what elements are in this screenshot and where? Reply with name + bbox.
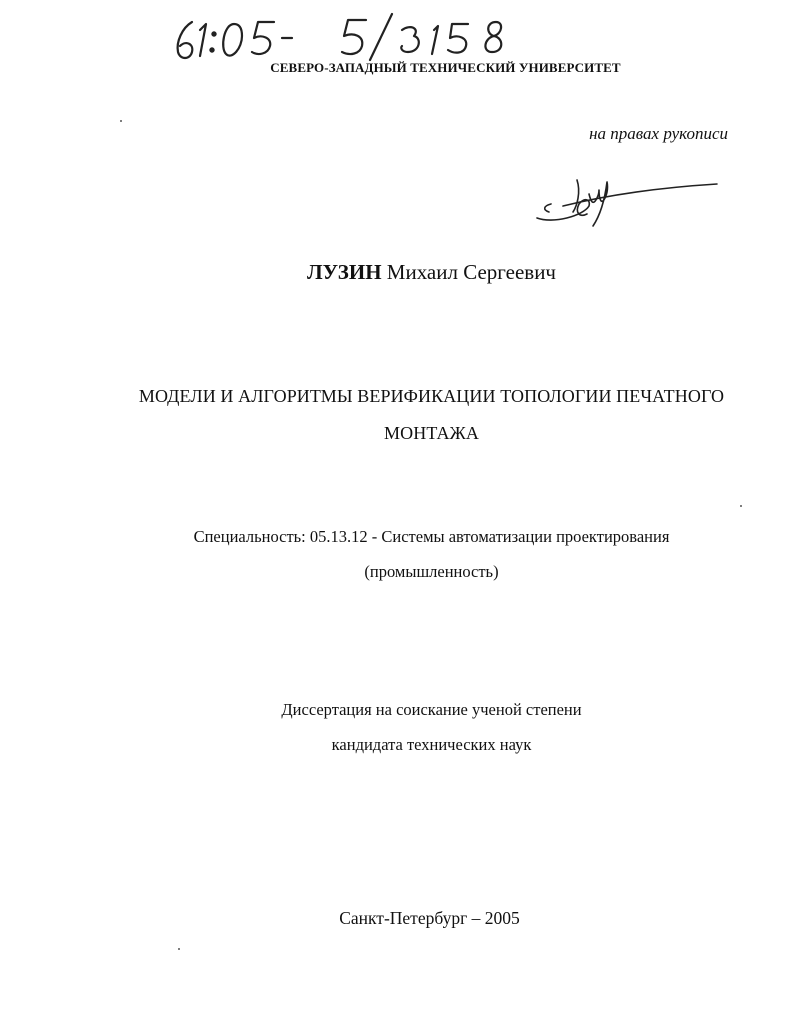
handwritten-catalog-code [170, 8, 530, 64]
title-line-1: МОДЕЛИ И АЛГОРИТМЫ ВЕРИФИКАЦИИ ТОПОЛОГИИ ПЕЧАТНОГО [138, 386, 725, 406]
degree-line-2: кандидата технических наук [331, 735, 532, 754]
degree-line-1: Диссертация на соискание ученой степени [281, 700, 582, 719]
author-given-names: Михаил Сергеевич [386, 260, 556, 284]
scan-speck [120, 120, 122, 122]
specialty-line-1: Специальность: 05.13.12 - Системы автоматизации проектирования [193, 527, 670, 546]
author-surname: ЛУЗИН [307, 260, 382, 284]
place-and-year: Санкт-Петербург – 2005 [339, 908, 520, 928]
rights-note: на правах рукописи [589, 124, 728, 143]
signature [533, 168, 723, 232]
scan-speck [178, 948, 180, 950]
university-name: СЕВЕРО-ЗАПАДНЫЙ ТЕХНИЧЕСКИЙ УНИВЕРСИТЕТ [270, 60, 621, 75]
author-name [32, 260, 799, 285]
title-line-2: МОНТАЖА [384, 423, 479, 443]
scan-speck [740, 505, 742, 507]
specialty-line-2: (промышленность) [364, 562, 499, 581]
